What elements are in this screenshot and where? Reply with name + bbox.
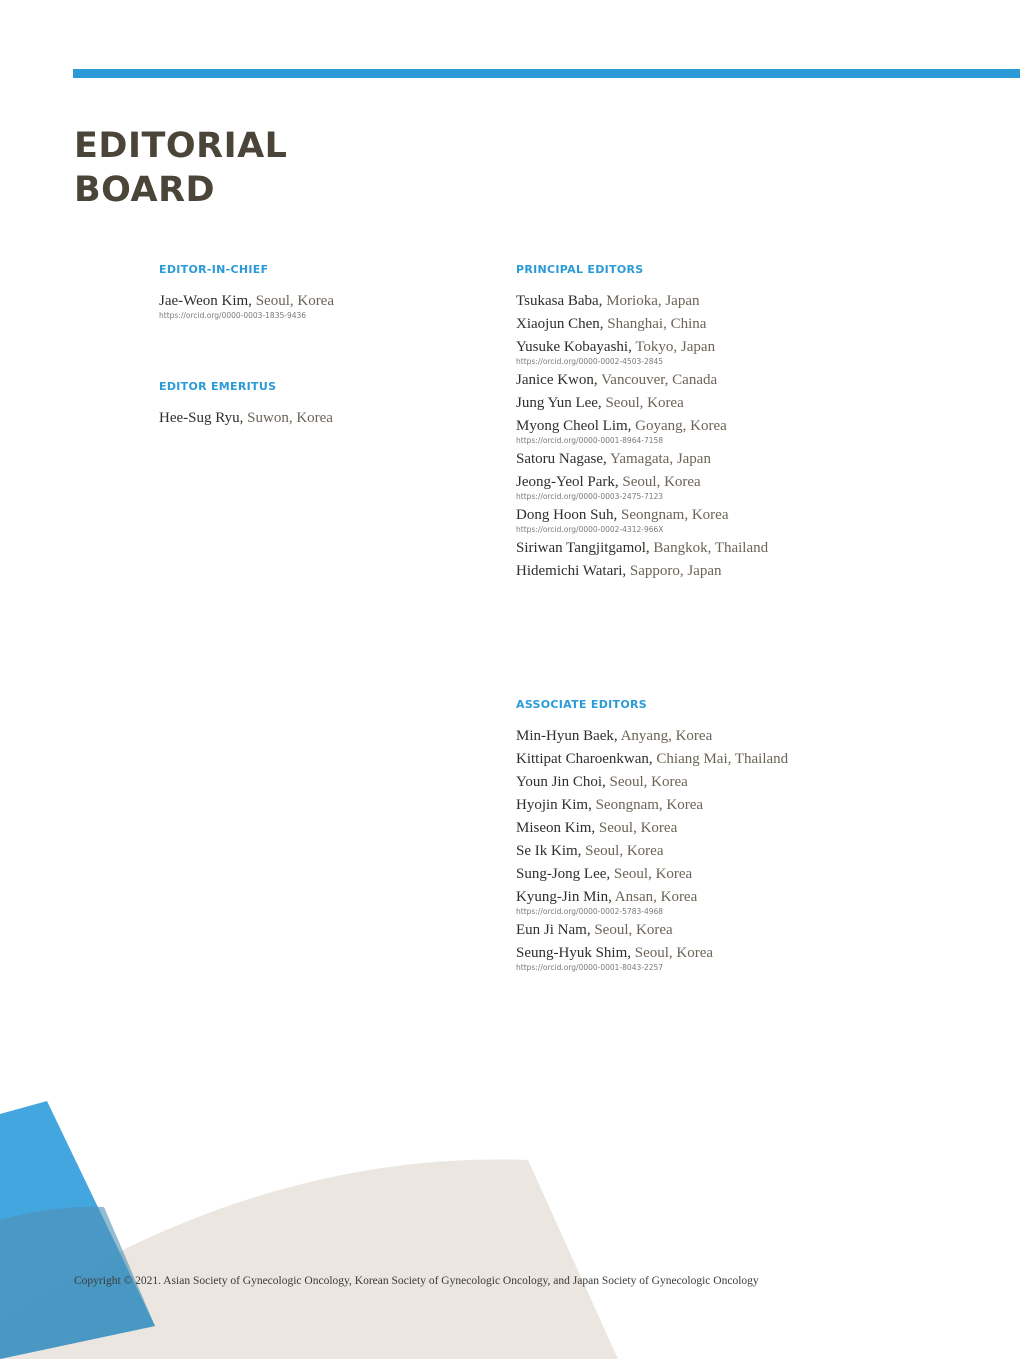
editor-name: Kyung-Jin Min, (516, 889, 612, 905)
copyright-notice: Copyright © 2021. Asian Society of Gynecologic Oncology, Korean Society of Gynecologic Oncology, and Japan Society of Gynecologic Oncology (74, 1275, 759, 1287)
editor-name: Jeong-Yeol Park, (516, 474, 619, 490)
editor-location: Morioka, Japan (606, 293, 700, 309)
editor-name: Kittipat Charoenkwan, (516, 751, 653, 767)
orcid-link[interactable]: https://orcid.org/0000-0003-2475-7123 (516, 492, 664, 501)
editor-location: Seoul, Korea (598, 820, 678, 836)
editor-location: Anyang, Korea (620, 728, 713, 744)
orcid-link[interactable]: https://orcid.org/0000-0001-8043-2257 (516, 963, 664, 972)
editor-name: Sung-Jong Lee, (516, 866, 611, 882)
editor-name: Tsukasa Baba, (516, 293, 603, 309)
section-heading: EDITOR EMERITUS (159, 380, 277, 393)
editor-location: Seoul, Korea (634, 945, 714, 961)
editor-location: Seoul, Korea (605, 395, 684, 411)
editor-name: Se Ik Kim, (516, 843, 582, 859)
editor-location: Sapporo, Japan (629, 563, 722, 579)
editor-name: Yusuke Kobayashi, (516, 339, 632, 355)
editor-location: Tokyo, Japan (635, 339, 716, 355)
page-title-line-1: EDITORIAL (74, 126, 288, 166)
editor-name: Youn Jin Choi, (516, 774, 606, 790)
editor-location: Seongnam, Korea (595, 797, 704, 813)
editor-name: Jung Yun Lee, (516, 395, 602, 411)
editor-location: Ansan, Korea (614, 889, 698, 905)
editor-name: Hyojin Kim, (516, 797, 592, 813)
editor-name: Xiaojun Chen, (516, 316, 604, 332)
section-heading: ASSOCIATE EDITORS (516, 698, 647, 711)
editor-name: Satoru Nagase, (516, 451, 607, 467)
editor-location: Seoul, Korea (609, 774, 688, 790)
editor-name: Hee-Sug Ryu, (159, 410, 244, 426)
editor-name: Dong Hoon Suh, (516, 507, 618, 523)
editor-location: Seoul, Korea (585, 843, 664, 859)
editor-name: Hidemichi Watari, (516, 563, 627, 579)
editor-name: Miseon Kim, (516, 820, 596, 836)
editor-location: Suwon, Korea (247, 410, 333, 426)
page-title-line-2: BOARD (74, 170, 216, 210)
editor-location: Seoul, Korea (255, 293, 334, 309)
editor-location: Vancouver, Canada (601, 372, 718, 388)
editor-name: Siriwan Tangjitgamol, (516, 540, 650, 556)
editor-location: Seoul, Korea (594, 922, 673, 938)
editor-name: Jae-Weon Kim, (159, 293, 252, 309)
editor-location: Goyang, Korea (635, 418, 727, 434)
editor-location: Chiang Mai, Thailand (656, 751, 789, 767)
section-heading: PRINCIPAL EDITORS (516, 263, 644, 276)
orcid-link[interactable]: https://orcid.org/0000-0002-4503-2845 (516, 357, 664, 366)
editor-location: Seoul, Korea (622, 474, 701, 490)
editor-name: Janice Kwon, (516, 372, 598, 388)
editor-name: Myong Cheol Lim, (516, 418, 632, 434)
editor-location: Shanghai, China (607, 316, 707, 332)
editor-location: Seoul, Korea (613, 866, 693, 882)
orcid-link[interactable]: https://orcid.org/0000-0003-1835-9436 (159, 311, 307, 320)
orcid-link[interactable]: https://orcid.org/0000-0001-8964-7158 (516, 436, 664, 445)
editor-location: Yamagata, Japan (610, 451, 711, 467)
editor-location: Bangkok, Thailand (653, 540, 769, 556)
section-heading: EDITOR-IN-CHIEF (159, 263, 269, 276)
editor-location: Seongnam, Korea (621, 507, 729, 523)
editor-name: Seung-Hyuk Shim, (516, 945, 632, 961)
orcid-link[interactable]: https://orcid.org/0000-0002-4312-966X (516, 525, 664, 534)
orcid-link[interactable]: https://orcid.org/0000-0002-5783-4968 (516, 907, 664, 916)
editor-name: Min-Hyun Baek, (516, 728, 618, 744)
editor-name: Eun Ji Nam, (516, 922, 591, 938)
